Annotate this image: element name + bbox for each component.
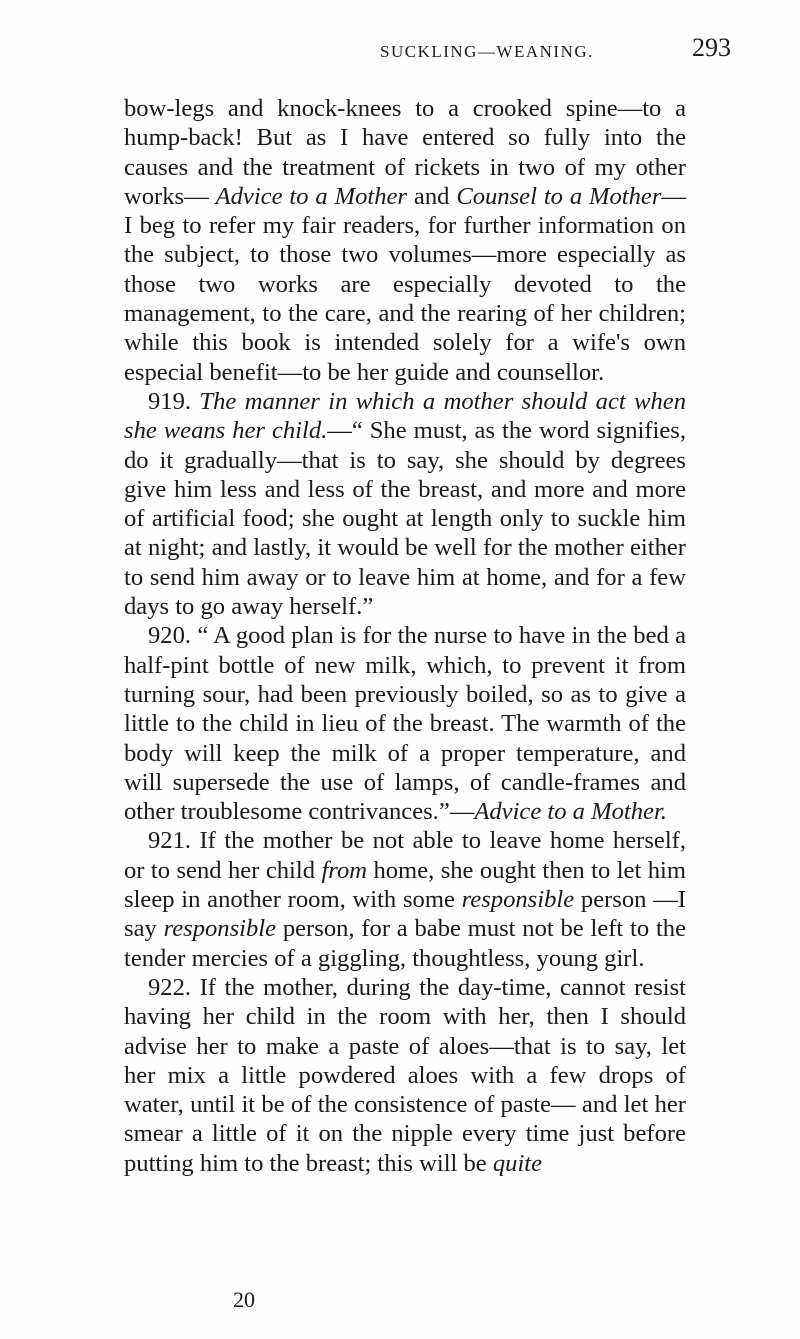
text-run: bow-legs and knock-knees to a crooked spine—to a hump-back! But as I have entered so fully into the causes and the treatment of rickets in two of my other works— [124,95,686,210]
text-run: —“ She must, as the word signifies, do it gradually—that is to say, she should by degrees give him less and less of the breast, and more and more of artificial food; she ought at length only to suckle him at night; and lastly, it would be well for the mother either to send him away or to leave him at home, and for a few days to go away herself.” [124,417,686,621]
signature-mark: 20 [233,1287,255,1312]
paragraph-922 [124,973,686,1178]
emphasis: quite [492,1149,543,1177]
book-title-reference: Advice to a Mother [215,182,408,210]
emphasis: responsible [461,886,575,914]
text-run: 920. “ A good plan is for the nurse to have in the bed a half-pint bottle of new milk, which, to prevent it from turning sour, had been previously boiled, so as to give a little to the child in lieu of the breast. The warmth of the body will keep the milk of a proper temperature, and will supersede the use of lamps, of candle-frames and other troublesome contrivances.”— [124,622,686,826]
emphasis: from [321,856,368,884]
book-title-reference: Counsel to a Mother [456,182,662,210]
paragraph-heading: The manner in which a mother should act when she weans her child. [124,387,686,445]
emphasis: responsible [163,915,277,943]
paragraph-921 [124,826,686,972]
source-citation: Advice to a Mother. [474,798,667,826]
text-run: person —I say [124,886,686,943]
body-text [124,94,686,1178]
text-run: 922. If the mother, during the day-time, cannot resist having her child in the room with her, then I should advise her to make a paste of aloes—that is to say, let her mix a little powdered aloes with a few drops of water, until it be of the consistence of paste— and let her smear a little of it on the nipple every time just before putting him to the breast; this will be [124,973,686,1177]
paragraph-number: 919. [148,387,200,415]
text-run: 921. If the mother be not able to leave home herself, or to send her child [124,827,686,884]
paragraph-continuation [124,94,686,387]
running-head: SUCKLING—WEANING. [380,42,594,61]
text-run: person, for a babe must not be left to the tender mercies of a giggling, thoughtless, young girl. [124,915,686,972]
paragraph-919 [124,387,686,621]
text-run: home, she ought then to let him sleep in another room, with some [124,856,686,914]
text-run: and [407,182,457,210]
text-run: —I beg to refer my fair readers, for further information on the subject, to those two volumes—more especially as those two works are especially devoted to the management, to the care, and the rearing of her children; while this book is intended solely for a wife's own especial benefit—to be her guide and counsellor. [124,182,687,386]
paragraph-920 [124,621,686,826]
page-number: 293 [692,33,731,62]
